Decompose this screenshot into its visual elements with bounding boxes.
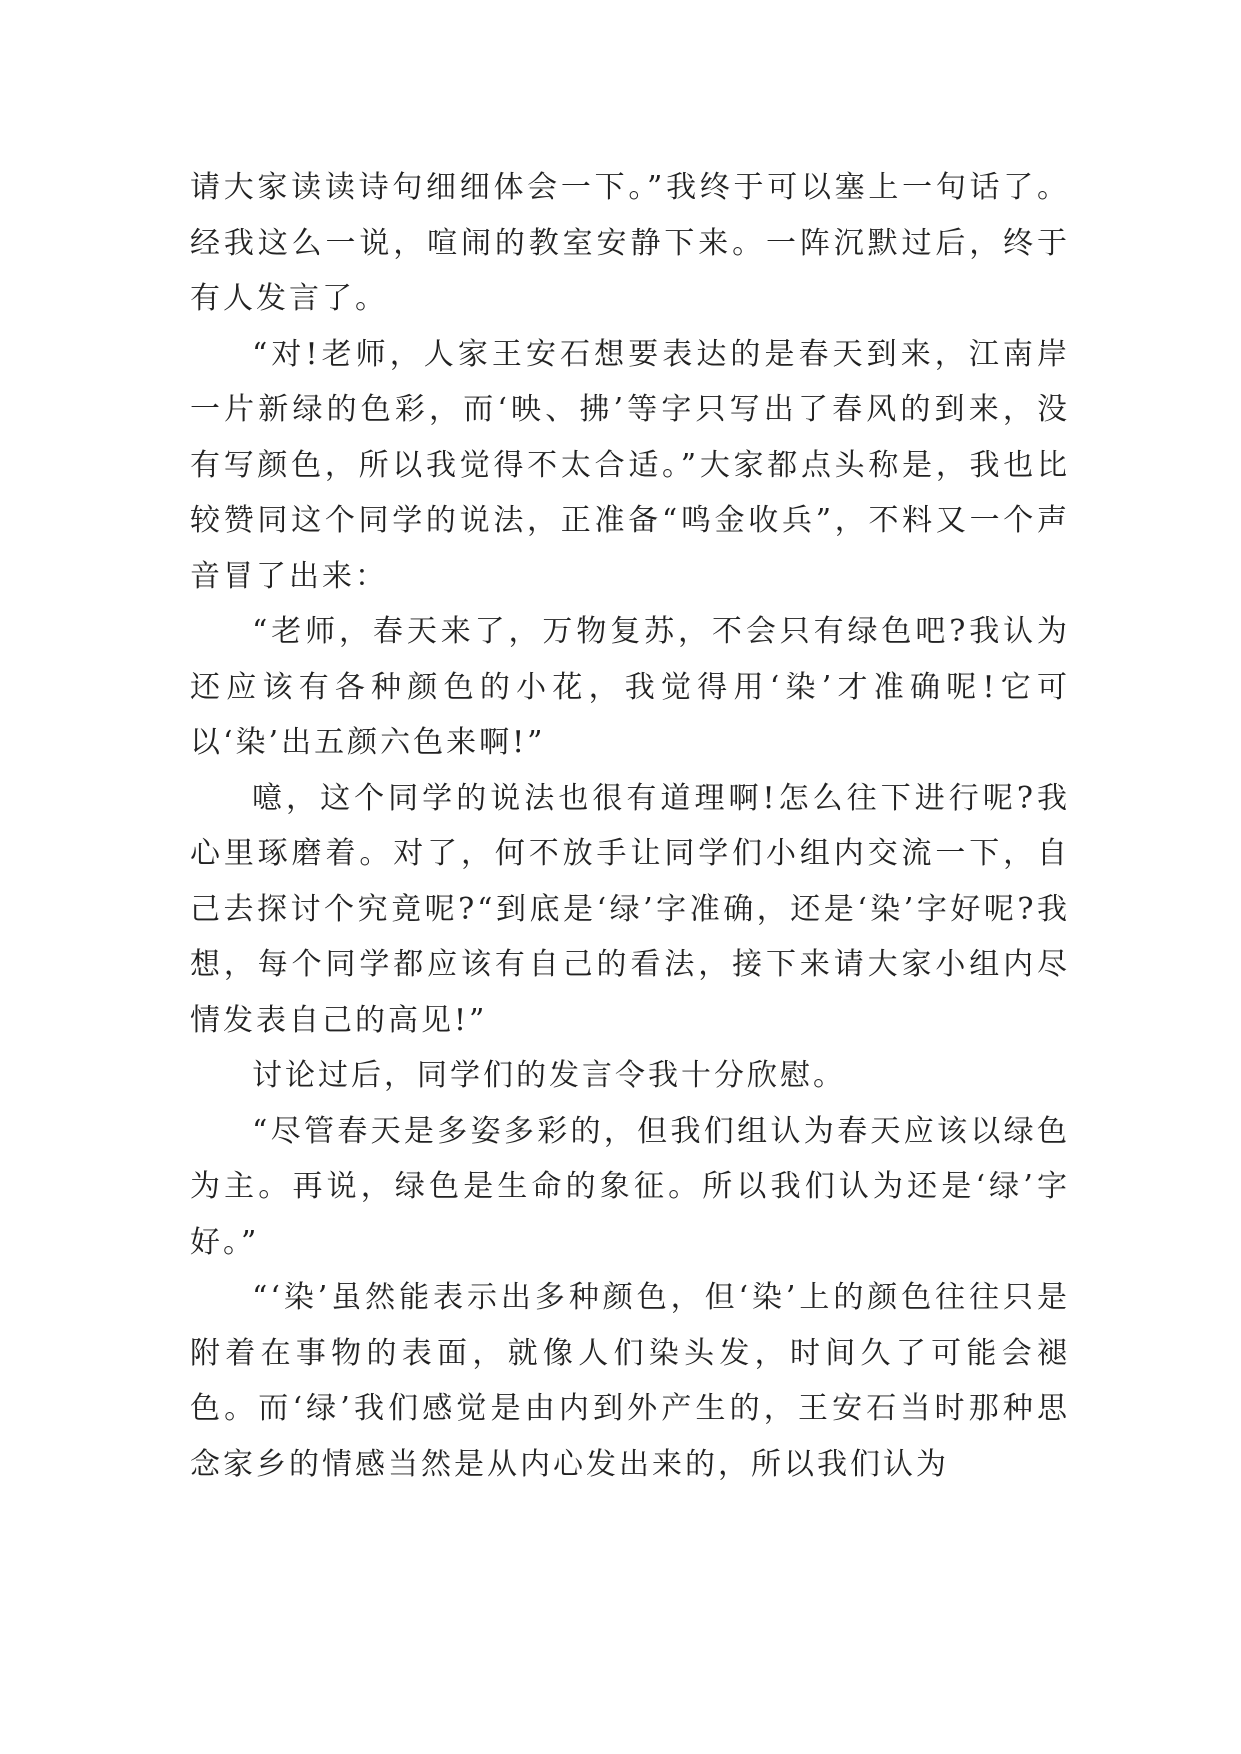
paragraph-6: “尽管春天是多姿多彩的，但我们组认为春天应该以绿色为主。再说，绿色是生命的象征。所以我们认为还是‘绿’字好。” (190, 1113, 1070, 1260)
paragraph-1: 请大家读读诗句细细体会一下。”我终于可以塞上一句话了。经我这么一说，喧闹的教室安静下来。一阵沉默过后，终于有人发言了。 (190, 170, 1070, 316)
paragraph-4: 噫，这个同学的说法也很有道理啊!怎么往下进行呢?我心里琢磨着。对了，何不放手让同学们小组内交流一下，自己去探讨个究竟呢?“到底是‘绿’字准确，还是‘染’字好呢?我想，每个同学都应该有自己的看法，接下来请大家小组内尽情发表自己的高见!” (190, 780, 1070, 1038)
paragraph-3: “老师，春天来了，万物复苏，不会只有绿色吧?我认为还应该有各种颜色的小花，我觉得用‘染’才准确呢!它可以‘染’出五颜六色来啊!” (190, 614, 1070, 760)
paragraph-7: “‘染’虽然能表示出多种颜色，但‘染’上的颜色往往只是附着在事物的表面，就像人们染头发，时间久了可能会褪色。而‘绿’我们感觉是由内到外产生的，王安石当时那种思念家乡的情感当然是从内心发出来的，所以我们认为 (190, 1280, 1070, 1482)
document-body (190, 160, 1070, 1492)
paragraph-2: “对!老师，人家王安石想要表达的是春天到来，江南岸一片新绿的色彩，而‘映、拂’等字只写出了春风的到来，没有写颜色，所以我觉得不太合适。”大家都点头称是，我也比较赞同这个同学的说法，正准备“鸣金收兵”，不料又一个声音冒了出来： (190, 336, 1070, 594)
paragraph-5: 讨论过后，同学们的发言令我十分欣慰。 (252, 1058, 846, 1093)
